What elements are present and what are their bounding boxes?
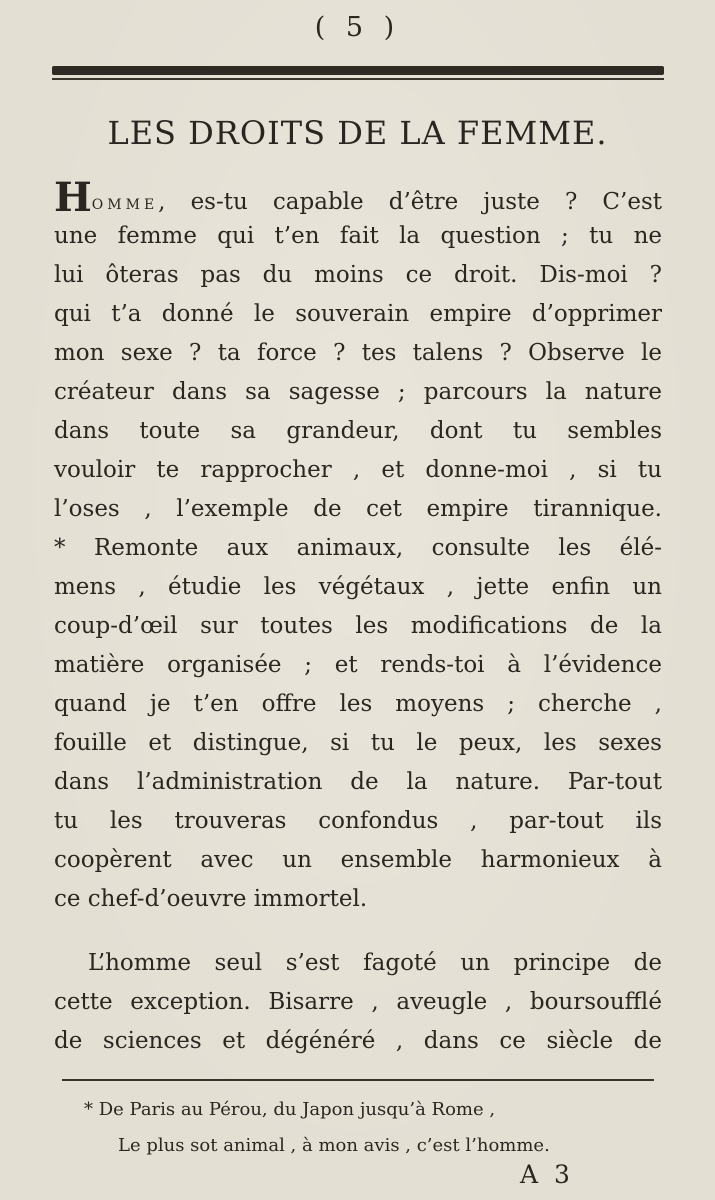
footnote-rule (62, 1079, 654, 1081)
footnote-line: Le plus sot animal , à mon avis , c’est l’homme. (118, 1135, 550, 1156)
paragraph-2-line: cette exception. Bisarre , aveugle , boursoufflé (54, 989, 662, 1015)
paragraph-1-line: tu les trouveras confondus , par-tout ils (54, 808, 662, 834)
paragraph-2 (54, 944, 662, 1061)
footnote-line: * De Paris au Pérou, du Japon jusqu’à Rome , (84, 1099, 496, 1120)
paragraph-1-line (54, 174, 662, 221)
paragraph-2-line: de sciences et dégénéré , dans ce siècle de (54, 1028, 662, 1054)
paragraph-1-line: coup-d’œil sur toutes les modifications de la (54, 613, 662, 639)
paragraph-1-line: * Remonte aux animaux, consulte les élé- (54, 535, 662, 561)
paragraph-1-line: vouloir te rapprocher , et donne-moi , si tu (54, 457, 662, 483)
page-title: LES DROITS DE LA FEMME. (107, 114, 608, 152)
paragraph-1-line: dans toute sa grandeur, dont tu sembles (54, 418, 662, 444)
paragraph-1-line: coopèrent avec un ensemble harmonieux à (54, 847, 662, 873)
small-caps-word: OMME (91, 197, 159, 213)
paragraph-1-line: mon sexe ? ta force ? tes talens ? Observe le (54, 340, 662, 366)
paragraph-1-line: ce chef-d’oeuvre immortel. (54, 886, 368, 912)
paragraph-1 (54, 174, 662, 919)
paragraph-1-line: matière organisée ; et rends-toi à l’évidence (54, 652, 662, 678)
paragraph-1-line: mens , étudie les végétaux , jette enfin un (54, 574, 662, 600)
signature-mark: A 3 (520, 1160, 574, 1189)
paragraph-1-line: quand je t’en offre les moyens ; cherche , (54, 691, 662, 717)
paragraph-1-line: l’oses , l’exemple de cet empire tirannique. (54, 496, 662, 522)
paragraph-1-line: créateur dans sa sagesse ; parcours la nature (54, 379, 662, 405)
paragraph-1-line: fouille et distingue, si tu le peux, les sexes (54, 730, 662, 756)
paragraph-1-line: une femme qui t’en fait la question ; tu ne (54, 223, 662, 249)
paragraph-1-line: lui ôteras pas du moins ce droit. Dis-moi ? (54, 262, 662, 288)
footnote (84, 1092, 644, 1164)
paragraph-1-line: dans l’administration de la nature. Par-tout (54, 769, 662, 795)
header-rule (52, 66, 664, 75)
paragraph-2-line: L’homme seul s’est fagoté un principe de (88, 950, 662, 976)
page-number: ( 5 ) (314, 12, 401, 43)
paragraph-1-line: qui t’a donné le souverain empire d’opprimer (54, 301, 662, 327)
drop-cap: H (54, 174, 92, 221)
line-text: , es-tu capable d’être juste ? C’est (158, 189, 662, 215)
